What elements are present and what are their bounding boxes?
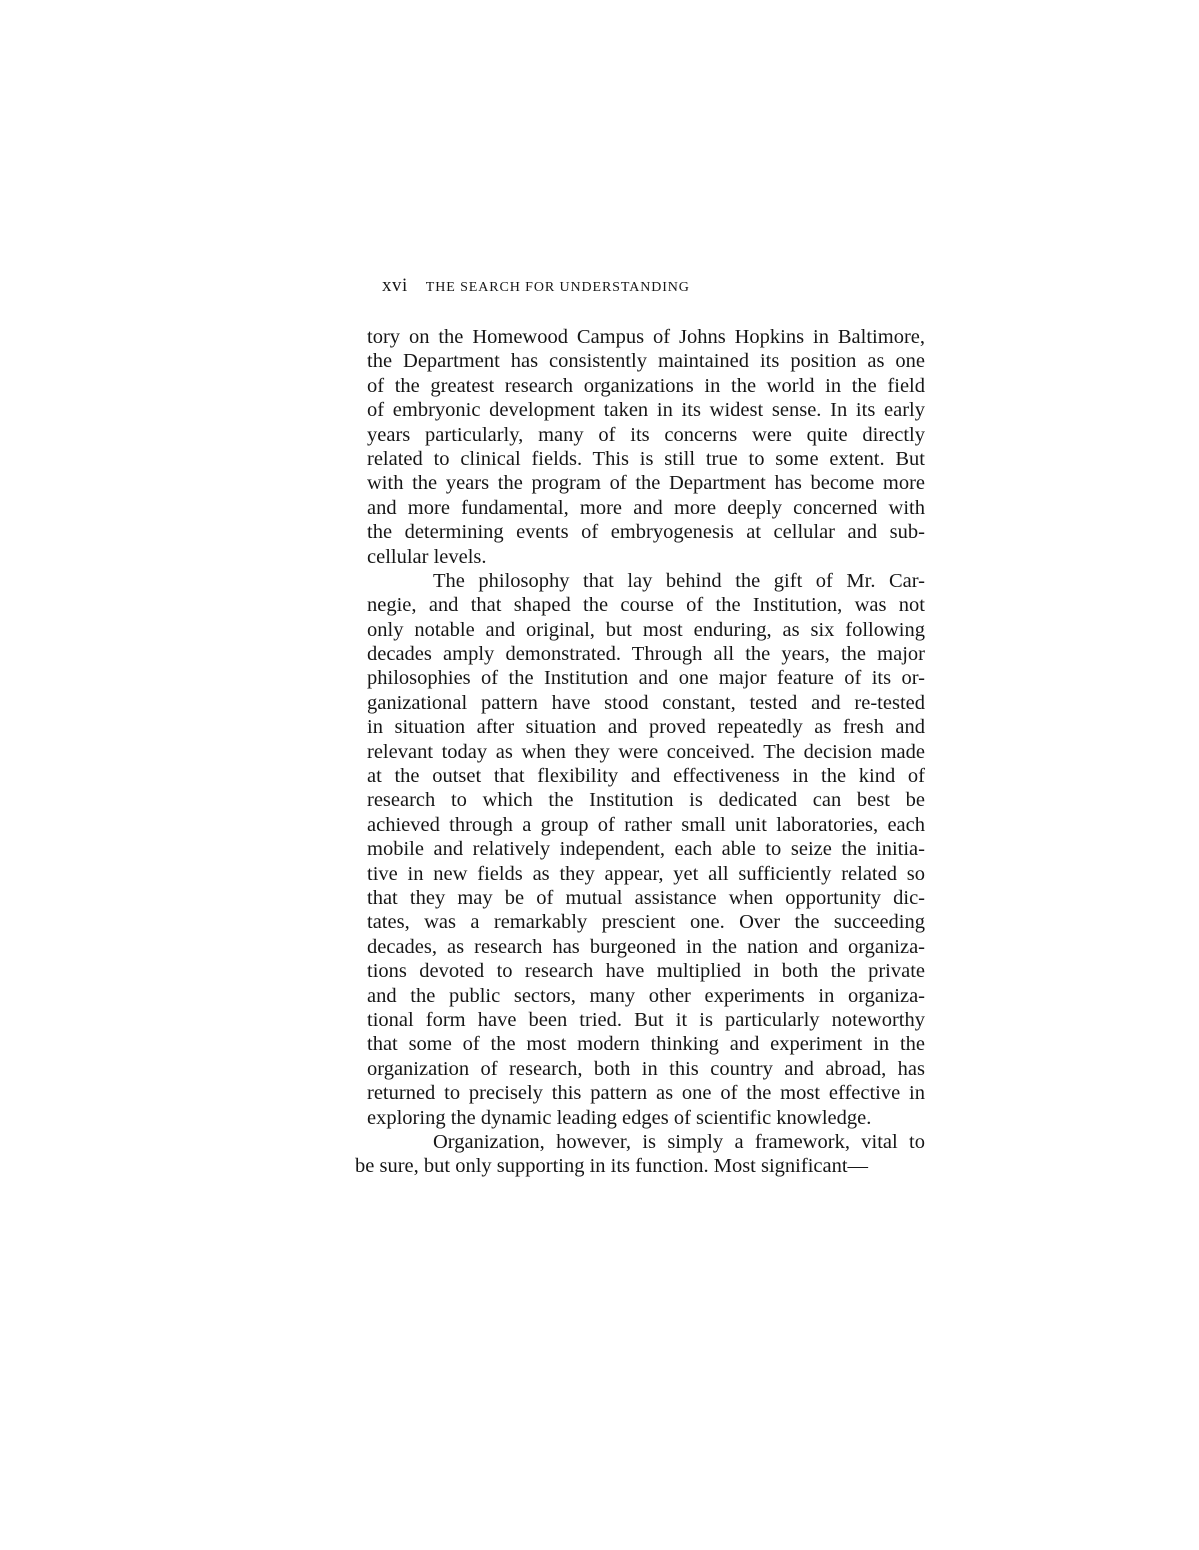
text-line: only notable and original, but most enduring, as six following: [367, 618, 925, 641]
text-line: the determining events of embryogenesis at cellular and sub-: [367, 521, 925, 544]
text-line: decades amply demonstrated. Through all the years, the major: [367, 643, 925, 666]
text-line: be sure, but only supporting in its function. Most significant—: [355, 1155, 869, 1178]
text-line: tions devoted to research have multiplied in both the private: [367, 960, 925, 983]
text-line: in situation after situation and proved repeatedly as fresh and: [367, 716, 925, 739]
body-text: [355, 325, 925, 1179]
text-line: decades, as research has burgeoned in the nation and organiza-: [367, 935, 925, 958]
text-line: that they may be of mutual assistance when opportunity dic-: [367, 886, 925, 909]
running-head: [382, 276, 690, 298]
page-number: xvi: [382, 275, 408, 296]
text-line: achieved through a group of rather small unit laboratories, each: [367, 813, 925, 836]
text-line: the Department has consistently maintained its position as one: [367, 350, 925, 373]
text-line: cellular levels.: [367, 545, 487, 568]
text-line: years particularly, many of its concerns were quite directly: [367, 423, 925, 446]
text-line: related to clinical fields. This is still true to some extent. But: [367, 447, 925, 470]
text-line: tates, was a remarkably prescient one. Over the succeeding: [367, 911, 925, 934]
text-line: ganizational pattern have stood constant, tested and re-tested: [367, 691, 925, 714]
text-line: returned to precisely this pattern as one of the most effective in: [367, 1082, 925, 1105]
text-line: at the outset that flexibility and effectiveness in the kind of: [367, 765, 925, 788]
text-line: organization of research, both in this country and abroad, has: [367, 1057, 925, 1080]
text-line: and the public sectors, many other experiments in organiza-: [367, 984, 925, 1007]
paragraph-start-line: Organization, however, is simply a framework, vital to: [433, 1130, 925, 1153]
text-line: and more fundamental, more and more deeply concerned with: [367, 496, 925, 519]
text-line: that some of the most modern thinking and experiment in the: [367, 1033, 925, 1056]
paragraph-start-line: The philosophy that lay behind the gift of Mr. Car-: [433, 569, 925, 592]
text-line: research to which the Institution is dedicated can best be: [367, 789, 925, 812]
text-line: of embryonic development taken in its widest sense. In its early: [367, 399, 925, 422]
text-line: relevant today as when they were conceived. The decision made: [367, 740, 925, 763]
text-line: with the years the program of the Department has become more: [367, 472, 925, 495]
text-line: tive in new fields as they appear, yet all sufficiently related so: [367, 862, 925, 885]
text-line: mobile and relatively independent, each able to seize the initia-: [367, 838, 925, 861]
text-line: negie, and that shaped the course of the Institution, was not: [367, 594, 925, 617]
running-head-title: THE SEARCH FOR UNDERSTANDING: [425, 280, 690, 295]
text-line: of the greatest research organizations in the world in the field: [367, 374, 925, 397]
text-line: exploring the dynamic leading edges of scientific knowledge.: [367, 1106, 872, 1129]
text-line: tory on the Homewood Campus of Johns Hopkins in Baltimore,: [367, 326, 925, 348]
text-line: tional form have been tried. But it is particularly noteworthy: [367, 1008, 925, 1031]
text-line: philosophies of the Institution and one major feature of its or-: [367, 667, 925, 690]
